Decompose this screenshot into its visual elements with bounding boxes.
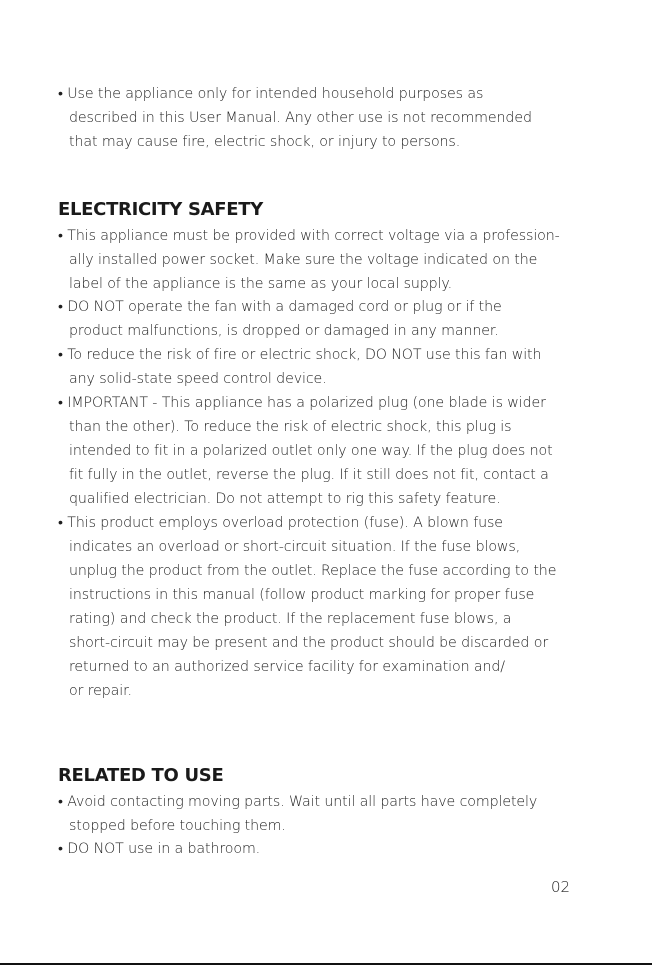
electricity-line-20: or repair. [69,683,132,699]
electricity-line-1: • This appliance must be provided with correct voltage via a profession- [58,228,560,244]
electricity-line-7: any solid-state speed control device. [69,371,327,387]
electricity-line-4: • DO NOT operate the fan with a damaged cord or plug or if the [58,299,502,315]
electricity-line-9: than the other). To reduce the risk of electric shock, this plug is [69,419,512,435]
electricity-line-16: instructions in this manual (follow product marking for proper fuse [69,587,535,603]
intro-line-1: • Use the appliance only for intended household purposes as [58,86,484,102]
use-line-1: • Avoid contacting moving parts. Wait until all parts have completely [58,794,538,810]
use-line-2: stopped before touching them. [69,818,286,834]
use-line-3: • DO NOT use in a bathroom. [58,841,261,857]
electricity-line-8: • IMPORTANT - This appliance has a polarized plug (one blade is wider [58,395,546,411]
section-heading-related-to-use: RELATED TO USE [58,765,224,786]
intro-line-3: that may cause fire, electric shock, or injury to persons. [69,134,461,150]
electricity-line-18: short-circuit may be present and the product should be discarded or [69,635,549,651]
electricity-line-3: label of the appliance is the same as your local supply. [69,276,453,292]
electricity-line-17: rating) and check the product. If the replacement fuse blows, a [69,611,512,627]
electricity-line-6: • To reduce the risk of fire or electric shock, DO NOT use this fan with [58,347,542,363]
electricity-line-11: fit fully in the outlet, reverse the plug. If it still does not fit, contact a [69,467,549,483]
electricity-line-12: qualified electrician. Do not attempt to rig this safety feature. [69,491,501,507]
electricity-line-2: ally installed power socket. Make sure the voltage indicated on the [69,252,538,268]
electricity-line-13: • This product employs overload protection (fuse). A blown fuse [58,515,503,531]
electricity-line-15: unplug the product from the outlet. Replace the fuse according to the [69,563,557,579]
intro-line-2: described in this User Manual. Any other use is not recommended [69,110,532,126]
page-number: 02 [551,878,571,896]
electricity-line-14: indicates an overload or short-circuit situation. If the fuse blows, [69,539,521,555]
electricity-line-5: product malfunctions, is dropped or damaged in any manner. [69,323,499,339]
section-heading-electricity-safety: ELECTRICITY SAFETY [58,199,263,220]
electricity-line-19: returned to an authorized service facility for examination and/ [69,659,505,675]
electricity-line-10: intended to fit in a polarized outlet only one way. If the plug does not [69,443,553,459]
